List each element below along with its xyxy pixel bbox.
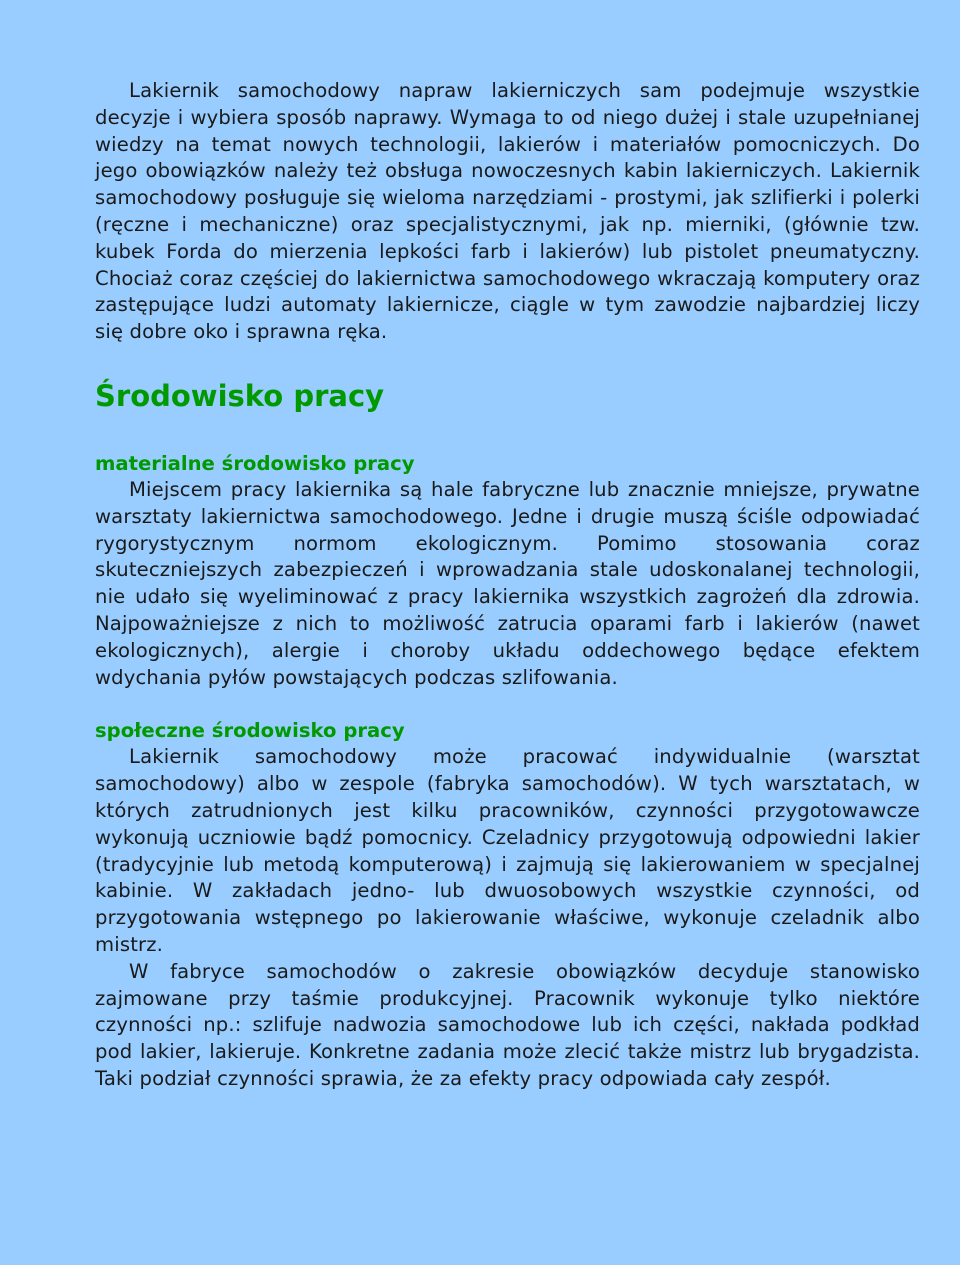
- intro-paragraph: Lakiernik samochodowy napraw lakierniczych sam podejmuje wszystkie decyzje i wybiera sposób naprawy. Wymaga to od niego dużej i stale uzupełnianej wiedzy na temat nowych technologii, lakierów i materiałów pomocniczych. Do jego obowiązków należy też obsługa nowoczesnych kabin lakierniczych. Lakiernik samochodowy posługuje się wieloma narzędziami - prostymi, jak szlifierki i polerki (ręczne i mechaniczne) oraz specjalistycznymi, jak np. mierniki, (głównie tzw. kubek Forda do mierzenia lepkości farb i lakierów) lub pistolet pneumatyczny. Chociaż coraz częściej do lakiernictwa samochodowego wkraczają komputery oraz zastępujące ludzi automaty lakiernicze, ciągle w tym zawodzie najbardziej liczy się dobre oko i sprawna ręka.: [95, 79, 920, 344]
- spacer: [95, 691, 920, 717]
- material-heading: materialne środowisko pracy: [95, 451, 415, 475]
- social-heading: społeczne środowisko pracy: [95, 719, 405, 743]
- social-paragraph-2: W fabryce samochodów o zakresie obowiązków decyduje stanowisko zajmowane przy taśmie produkcyjnej. Pracownik wykonuje tylko niektóre czynności np.: szlifuje nadwozia samochodowe lub ich części, nakłada podkład pod lakier, lakieruje. Konkretne zadania może zlecić także mistrz lub brygadzista. Taki podział czynności sprawia, że za efekty pracy odpowiada cały zespół.: [95, 959, 920, 1090]
- section-title: Środowisko pracy: [95, 378, 385, 413]
- social-paragraph-1: Lakiernik samochodowy może pracować indywidualnie (warsztat samochodowy) albo w zespole (fabryka samochodów). W tych warsztatach, w których zatrudnionych jest kilku pracowników, czynności przygotowawcze wykonują uczniowie bądź pomocnicy. Czeladnicy przygotowują odpowiedni lakier (tradycyjnie lub metodą komputerową) i zajmują się lakierowaniem w specjalnej kabinie. W zakładach jedno- lub dwuosobowych wszystkie czynności, od przygotowania wstępnego po lakierowanie właściwe, wykonuje czeladnik albo mistrz.: [95, 745, 920, 956]
- spacer: [95, 416, 920, 450]
- material-paragraph: Miejscem pracy lakiernika są hale fabryczne lub znacznie mniejsze, prywatne warsztaty lakiernictwa samochodowego. Jedne i drugie muszą ściśle odpowiadać rygorystycznym normom ekologicznym. Pomimo stosowania coraz skuteczniejszych zabezpieczeń i wprowadzania stale udoskonalanej technologii, nie udało się wyeliminować z pracy lakiernika wszystkich zagrożeń dla zdrowia. Najpoważniejsze z nich to możliwość zatrucia oparami farb i lakierów (nawet ekologicznych), alergie i choroby układu oddechowego będące efektem wdychania pyłów powstających podczas szlifowania.: [95, 477, 920, 689]
